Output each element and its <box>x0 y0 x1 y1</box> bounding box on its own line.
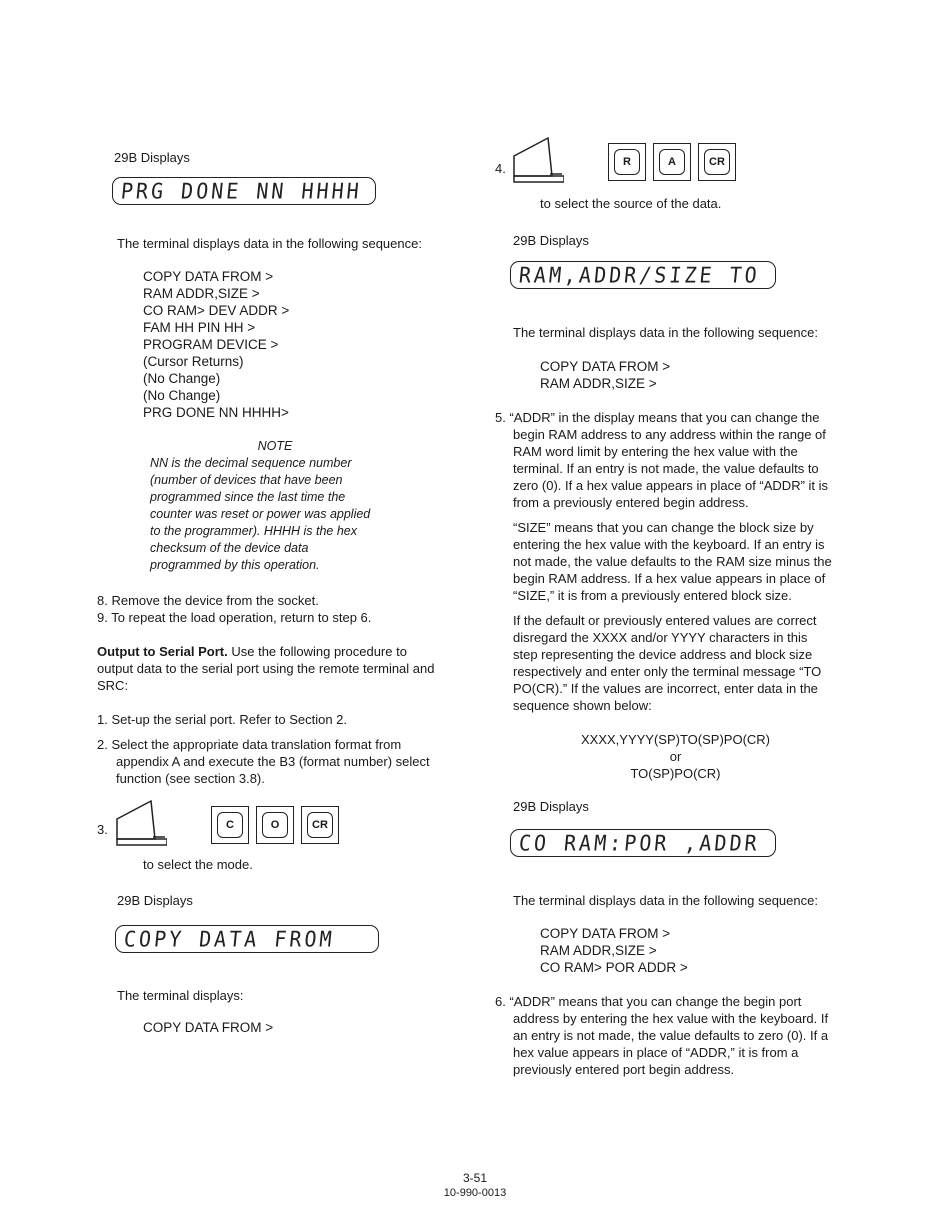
displays-label-2: 29B Displays <box>117 893 193 908</box>
note-line: programmed by this operation. <box>150 558 320 572</box>
sequence-list-1 <box>143 268 289 421</box>
sequence-line: COPY DATA FROM > <box>540 359 671 374</box>
command-options <box>513 731 838 782</box>
sequence-line: RAM ADDR,SIZE > <box>143 286 260 301</box>
sequence-line: RAM ADDR,SIZE > <box>540 376 657 391</box>
sequence-line: FAM HH PIN HH > <box>143 320 256 335</box>
serial-port-paragraph <box>97 643 477 694</box>
terminal-displays-label: The terminal displays: <box>117 988 244 1003</box>
note-line: (number of devices that have been <box>150 473 343 487</box>
step-5-line: from a previously entered begin address. <box>513 495 749 510</box>
lcd-text-4: CO RAM:POR ,ADDR <box>517 830 761 856</box>
displays-label-3: 29B Displays <box>513 233 589 248</box>
sequence-line: PROGRAM DEVICE > <box>143 337 279 352</box>
default-line: respectively and enter only the terminal message “TO <box>513 664 822 679</box>
document-number: 10-990-0013 <box>443 1187 507 1199</box>
sequence-line: CO RAM> POR ADDR > <box>540 960 688 975</box>
sequence-line: COPY DATA FROM > <box>143 1020 274 1035</box>
step-5 <box>495 409 865 511</box>
step-5-line: RAM word limit by entering the hex value with the <box>513 444 798 459</box>
sequence-intro-2: The terminal displays data in the following sequence: <box>513 325 818 340</box>
sequence-line: (No Change) <box>143 388 221 403</box>
displays-label-1: 29B Displays <box>114 150 190 165</box>
note-line: programmed since the last time the <box>150 490 346 504</box>
command-1: XXXX,YYYY(SP)TO(SP)PO(CR) <box>580 732 770 747</box>
step-6-line: previously entered port begin address. <box>513 1062 735 1077</box>
lcd-display-4 <box>510 829 776 857</box>
step-3-number: 3. <box>97 822 108 837</box>
serial-port-heading: Output to Serial Port. <box>97 644 228 659</box>
step-8: 8. Remove the device from the socket. <box>97 593 319 608</box>
step-4-key-sequence <box>512 136 743 181</box>
sequence-list-3 <box>540 925 688 976</box>
note-title: NOTE <box>257 439 293 453</box>
default-paragraph <box>513 612 873 714</box>
key-r[interactable]: R <box>608 143 646 181</box>
sequence-line: PRG DONE NN HHHH> <box>143 405 289 420</box>
lcd-text-2: COPY DATA FROM <box>122 926 336 952</box>
key-cr[interactable]: CR <box>698 143 736 181</box>
size-line: “SIZE,” it is from a previously entered block size. <box>513 588 792 603</box>
command-2: TO(SP)PO(CR) <box>630 766 721 781</box>
lcd-text-3: RAM,ADDR/SIZE TO <box>517 262 761 288</box>
sequence-line: CO RAM> DEV ADDR > <box>143 303 290 318</box>
step-5-line: begin RAM address to any address within the range of <box>513 427 826 442</box>
note-line: to the programmer). HHHH is the hex <box>150 524 358 538</box>
step-3-text: to select the mode. <box>143 857 253 872</box>
sequence-intro-1: The terminal displays data in the following sequence: <box>117 236 422 251</box>
sequence-line: RAM ADDR,SIZE > <box>540 943 657 958</box>
step-6-line: an entry is not made, the value defaults to zero (0). If a <box>513 1028 829 1043</box>
step-5-line: 5. “ADDR” in the display means that you can change the <box>495 410 820 425</box>
step-6 <box>495 993 865 1078</box>
default-line: step representing the device address and block size <box>513 647 813 662</box>
default-line: If the default or previously entered values are correct <box>513 613 817 628</box>
key-a[interactable]: A <box>653 143 691 181</box>
sequence-line: COPY DATA FROM > <box>540 926 671 941</box>
step-6-line: address by entering the hex value with the keyboard. If <box>513 1011 829 1026</box>
lcd-display-2 <box>115 925 379 953</box>
default-line: sequence shown below: <box>513 698 652 713</box>
key-cr[interactable]: CR <box>301 806 339 844</box>
command-or: or <box>669 749 682 764</box>
note-line: NN is the decimal sequence number <box>150 456 352 470</box>
page-number: 3-51 <box>462 1171 488 1185</box>
copy-data-line <box>143 1019 273 1036</box>
sequence-line: COPY DATA FROM > <box>143 269 274 284</box>
default-line: disregard the XXXX and/or YYYY characters in this <box>513 630 808 645</box>
step-1: 1. Set-up the serial port. Refer to Section 2. <box>97 712 348 727</box>
size-line: entering the hex value with the keyboard. If an entry is <box>513 537 825 552</box>
page-footer <box>425 1171 525 1201</box>
lcd-display-3 <box>510 261 776 289</box>
step-2 <box>97 736 430 787</box>
note-line: checksum of the device data <box>150 541 309 555</box>
size-line: “SIZE” means that you can change the block size by <box>513 520 814 535</box>
note-block <box>150 438 400 574</box>
step-6-line: hex value appears in place of “ADDR,” it is from a <box>513 1045 799 1060</box>
step-4-number: 4. <box>495 161 506 176</box>
terminal-keyboard-icon <box>512 136 564 181</box>
size-line: begin RAM address. If a hex value appears in place of <box>513 571 826 586</box>
step-2-line: 2. Select the appropriate data translation format from <box>97 737 402 752</box>
step-5-line: terminal. If an entry is not made, the value defaults to <box>513 461 819 476</box>
lcd-text-1: PRG DONE NN HHHH <box>119 178 363 204</box>
serial-port-text: SRC: <box>97 678 129 693</box>
step-2-line: function (see section 3.8). <box>116 771 265 786</box>
serial-port-text: output data to the serial port using the remote terminal and <box>97 661 435 676</box>
step-6-line: 6. “ADDR” means that you can change the begin port <box>495 994 802 1009</box>
lcd-display-1 <box>112 177 376 205</box>
terminal-keyboard-icon <box>115 799 167 844</box>
serial-port-text: Use the following procedure to <box>227 644 407 659</box>
size-paragraph <box>513 519 873 604</box>
default-line: PO(CR).” If the values are incorrect, enter data in the <box>513 681 818 696</box>
step-2-line: appendix A and execute the B3 (format number) select <box>116 754 430 769</box>
sequence-line: (Cursor Returns) <box>143 354 244 369</box>
step-5-line: zero (0). If a hex value appears in place of “ADDR” it is <box>513 478 829 493</box>
key-c[interactable]: C <box>211 806 249 844</box>
step-9: 9. To repeat the load operation, return to step 6. <box>97 610 372 625</box>
sequence-intro-3: The terminal displays data in the following sequence: <box>513 893 818 908</box>
displays-label-4: 29B Displays <box>513 799 589 814</box>
size-line: not made, the value defaults to the RAM size minus the <box>513 554 832 569</box>
step-3-key-sequence <box>115 799 346 844</box>
sequence-line: (No Change) <box>143 371 221 386</box>
step-4-text: to select the source of the data. <box>540 196 722 211</box>
key-o[interactable]: O <box>256 806 294 844</box>
note-line: counter was reset or power was applied <box>150 507 371 521</box>
sequence-list-2 <box>540 358 670 392</box>
